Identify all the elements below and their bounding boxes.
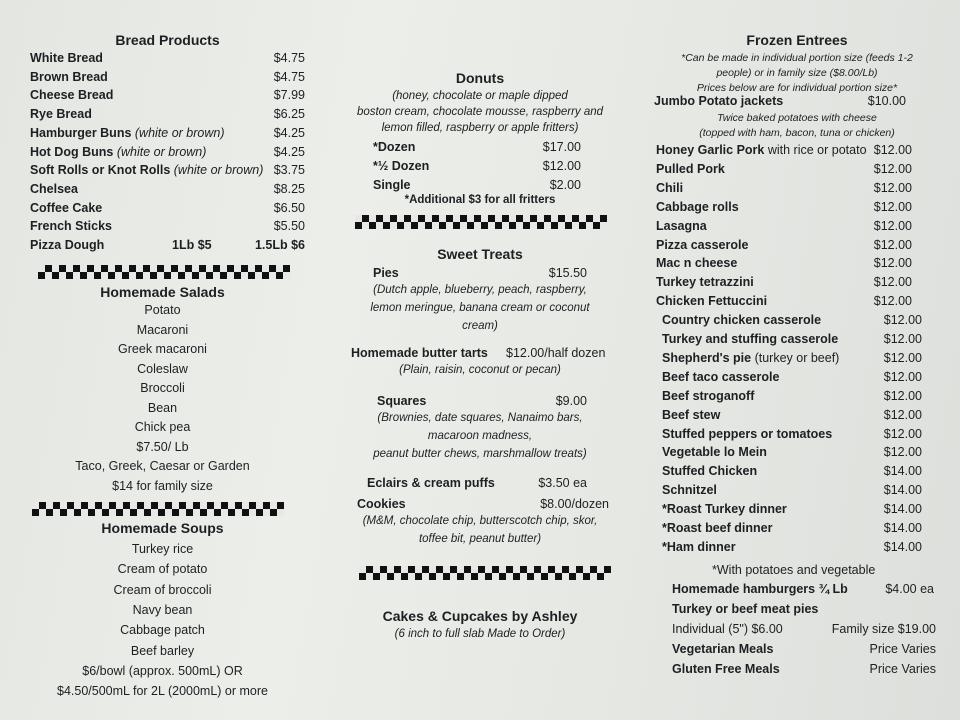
frozen-item-label: Lasagna <box>656 218 707 233</box>
frozen-item-price: $12.00 <box>873 237 912 252</box>
frozen-item-label: Mac n cheese <box>656 256 738 271</box>
bread-item-label: Brown Bread <box>30 69 108 84</box>
cakes-title: Cakes & Cupcakes by Ashley <box>382 608 578 624</box>
frozen-item-price: $12.00 <box>883 332 922 346</box>
frozen-item-price: $14.00 <box>883 539 922 554</box>
hamburgers-price: $4.00 ea <box>885 582 934 596</box>
pizza-dough-name: Pizza Dough <box>30 238 105 252</box>
meatpies-individual: Individual (5") $6.00 <box>672 622 783 636</box>
frozen-item-label: Beef taco casserole <box>662 369 780 384</box>
soup-item: Beef barley <box>130 643 195 658</box>
eclairs-name: Eclairs & cream puffs <box>367 476 495 490</box>
frozen-item-price: $12.00 <box>873 218 912 233</box>
checker-divider <box>359 566 611 580</box>
frozen-item-price: $12.00 <box>883 407 922 422</box>
bread-item-price: $8.25 <box>273 181 305 196</box>
bread-item-note: (white or brown) <box>173 163 264 178</box>
vegetarian-price: Price Varies <box>869 642 936 656</box>
frozen-item-name <box>656 294 767 308</box>
soup-item: Cream of potato <box>117 562 208 577</box>
frozen-item-label: Vegetable lo Mein <box>662 445 767 460</box>
bread-item-label: Coffee Cake <box>30 200 103 215</box>
bread-item-name <box>30 219 112 233</box>
soup-item: $4.50/500mL for 2L (2000mL) or more <box>57 684 268 699</box>
with-note: *With potatoes and vegetable <box>712 563 876 577</box>
salad-item: $7.50/ Lb <box>136 439 189 454</box>
bread-item-note: (white or brown) <box>134 125 225 140</box>
frozen-item-label: *Ham dinner <box>662 539 736 554</box>
frozen-item-price: $12.00 <box>883 350 922 365</box>
bread-item-price: $4.75 <box>273 51 305 65</box>
hamburgers-name: Homemade hamburgers ¾ Lb <box>672 582 848 596</box>
donut-price-value: $2.00 <box>549 178 581 192</box>
jumbo-name: Jumbo Potato jackets <box>654 94 784 108</box>
frozen-item-name <box>656 200 739 214</box>
cookies-desc-2: toffee bit, peanut butter) <box>418 533 542 545</box>
bread-item-price: $3.75 <box>273 163 305 178</box>
frozen-item-label: Honey Garlic Pork <box>656 143 765 157</box>
frozen-item-name <box>656 143 867 157</box>
jumbo-price: $10.00 <box>867 94 906 108</box>
bread-item-name <box>30 107 92 121</box>
soups-title: Homemade Soups <box>101 520 224 536</box>
frozen-item-label: Schnitzel <box>662 483 717 498</box>
frozen-item-name <box>662 370 779 384</box>
bread-item-name <box>30 145 206 159</box>
bread-item-label: Rye Bread <box>30 107 92 122</box>
squares-desc-2: macaroon madness, <box>427 430 533 442</box>
jumbo-desc-2: (topped with ham, bacon, tuna or chicken) <box>699 127 895 139</box>
frozen-item-price: $12.00 <box>883 445 922 460</box>
jumbo-desc-1: Twice baked potatoes with cheese <box>717 112 877 124</box>
squares-desc-3: peanut butter chews, marshmallow treats) <box>373 448 587 460</box>
frozen-item-label: Stuffed peppers or tomatoes <box>662 426 833 441</box>
pies-desc-2: lemon meringue, banana cream or coconut <box>370 302 590 314</box>
pizza-dough-large: 1.5Lb $6 <box>254 238 305 252</box>
frozen-item-name <box>656 219 707 233</box>
frozen-item-label: Pizza casserole <box>656 237 749 252</box>
frozen-item-label: Beef stew <box>662 407 721 422</box>
bread-item-label: Hot Dog Buns <box>30 144 114 159</box>
frozen-item-price: $12.00 <box>883 369 922 384</box>
frozen-item-price: $12.00 <box>883 426 922 441</box>
soup-item: Cabbage patch <box>120 623 205 638</box>
bread-item-price: $4.25 <box>273 125 305 140</box>
frozen-item-name <box>656 238 748 252</box>
bread-item-label: Soft Rolls or Knot Rolls <box>30 163 171 178</box>
soup-item: Turkey rice <box>131 542 194 556</box>
donuts-desc-1: (honey, chocolate or maple dipped <box>392 90 568 102</box>
bread-item-name <box>30 70 108 84</box>
frozen-item-name <box>656 275 754 289</box>
salad-item: Chick pea <box>134 420 191 434</box>
bread-item-price: $7.99 <box>273 88 305 103</box>
cookies-name: Cookies <box>357 497 406 511</box>
frozen-item-name <box>662 464 757 478</box>
frozen-item-price: $12.00 <box>873 143 912 157</box>
frozen-title: Frozen Entrees <box>746 32 848 48</box>
bread-item-name <box>30 201 102 215</box>
frozen-item-price: $12.00 <box>873 180 912 195</box>
bread-title: Bread Products <box>115 32 220 48</box>
meatpies-name: Turkey or beef meat pies <box>672 602 819 616</box>
bread-item-label: Cheese Bread <box>30 88 114 103</box>
frozen-item-label: Chicken Fettuccini <box>656 294 768 309</box>
frozen-item-price: $12.00 <box>873 199 912 214</box>
frozen-item-name <box>662 540 736 554</box>
eclairs-price: $3.50 ea <box>538 476 587 490</box>
bread-item-label: Hamburger Buns <box>30 125 132 140</box>
soup-item: Navy bean <box>132 602 193 617</box>
frozen-item-label: Pulled Pork <box>656 161 725 176</box>
frozen-item-name <box>656 162 725 176</box>
glutenfree-price: Price Varies <box>869 662 936 676</box>
frozen-item-name <box>662 408 720 422</box>
frozen-item-price: $14.00 <box>883 483 922 498</box>
cookies-price: $8.00/dozen <box>540 497 609 511</box>
squares-name: Squares <box>377 394 427 408</box>
pies-price: $15.50 <box>548 266 587 280</box>
frozen-item-label: Stuffed Chicken <box>662 464 758 479</box>
pies-desc-3: cream) <box>462 320 498 332</box>
frozen-note-1: *Can be made in individual portion size (feeds 1-2 <box>681 52 913 64</box>
donut-price-name: Single <box>373 178 411 192</box>
bread-item-name <box>30 163 263 177</box>
donuts-desc-3: lemon filled, raspberry or apple fritters) <box>381 122 579 134</box>
bread-item-price: $6.50 <box>273 200 305 215</box>
frozen-item-price: $12.00 <box>873 256 912 271</box>
frozen-item-price: $14.00 <box>883 521 922 535</box>
squares-price: $9.00 <box>555 394 587 408</box>
frozen-item-label: Chili <box>656 180 684 195</box>
glutenfree-name: Gluten Free Meals <box>672 662 780 676</box>
frozen-item-name <box>662 502 787 516</box>
tarts-desc: (Plain, raisin, coconut or pecan) <box>399 364 561 376</box>
meatpies-family: Family size $19.00 <box>831 622 936 636</box>
salads-title: Homemade Salads <box>100 284 225 300</box>
salad-item: Broccoli <box>140 381 185 395</box>
salad-item: Greek macaroni <box>118 342 207 356</box>
donut-price-name: *Dozen <box>373 140 416 154</box>
frozen-item-name <box>662 351 839 365</box>
treats-title: Sweet Treats <box>437 246 523 262</box>
salad-item: Coleslaw <box>137 361 188 376</box>
frozen-item-label: Cabbage rolls <box>656 199 739 214</box>
frozen-item-price: $12.00 <box>883 313 922 328</box>
donuts-note: *Additional $3 for all fritters <box>404 194 556 206</box>
frozen-item-name <box>656 256 737 270</box>
soup-item: Cream of broccoli <box>113 582 212 597</box>
salad-item: Potato <box>144 303 181 317</box>
bread-item-name <box>30 126 225 140</box>
vegetarian-name: Vegetarian Meals <box>672 642 774 656</box>
checker-divider <box>38 265 290 279</box>
bread-item-note: (white or brown) <box>116 144 207 159</box>
salad-item: Bean <box>147 400 178 415</box>
frozen-item-note: (turkey or beef) <box>754 350 840 365</box>
pies-name: Pies <box>373 266 399 280</box>
frozen-item-price: $12.00 <box>873 161 912 176</box>
frozen-item-price: $12.00 <box>883 388 922 403</box>
soup-item: $6/bowl (approx. 500mL) OR <box>82 663 243 678</box>
bread-item-name <box>30 51 103 65</box>
donuts-desc-2: boston cream, chocolate mousse, raspberry and <box>356 106 604 118</box>
frozen-item-label: *Roast Turkey dinner <box>662 502 787 517</box>
frozen-item-name <box>662 332 838 346</box>
frozen-item-label: Turkey and stuffing casserole <box>662 332 839 346</box>
checker-divider <box>32 502 284 516</box>
frozen-item-label: Country chicken casserole <box>662 313 822 328</box>
bread-item-label: White Bread <box>30 51 103 65</box>
frozen-item-name <box>662 389 754 403</box>
frozen-item-label: Shepherd's pie <box>662 350 752 365</box>
pies-desc-1: (Dutch apple, blueberry, peach, raspberry, <box>373 284 587 296</box>
bread-item-price: $4.25 <box>273 144 305 159</box>
bread-item-label: Chelsea <box>30 181 78 196</box>
tarts-name: Homemade butter tarts <box>351 346 488 360</box>
cakes-desc: (6 inch to full slab Made to Order) <box>394 628 566 640</box>
frozen-item-price: $12.00 <box>873 294 912 309</box>
donut-price-value: $12.00 <box>542 159 581 173</box>
frozen-item-name <box>662 313 821 327</box>
frozen-item-name <box>662 427 832 441</box>
frozen-item-price: $14.00 <box>883 464 922 479</box>
bread-item-price: $6.25 <box>273 107 305 122</box>
frozen-item-name <box>662 521 772 535</box>
bread-item-name <box>30 182 78 196</box>
squares-desc-1: (Brownies, date squares, Nanaimo bars, <box>377 412 583 424</box>
frozen-note-3: Prices below are for individual portion size* <box>696 82 898 94</box>
frozen-note-2: people) or in family size ($8.00/Lb) <box>716 67 878 79</box>
cookies-desc-1: (M&M, chocolate chip, butterscotch chip, skor, <box>362 515 598 527</box>
salad-item: Taco, Greek, Caesar or Garden <box>75 459 250 473</box>
bread-item-label: French Sticks <box>30 219 112 234</box>
checker-divider <box>355 215 607 229</box>
frozen-item-price: $14.00 <box>883 502 922 517</box>
donuts-title: Donuts <box>455 70 505 86</box>
donut-price-value: $17.00 <box>542 140 581 154</box>
bread-item-price: $4.75 <box>273 69 305 84</box>
salad-item: $14 for family size <box>112 478 213 493</box>
frozen-item-label: Beef stroganoff <box>662 388 755 403</box>
frozen-item-name <box>662 483 717 497</box>
frozen-item-label: *Roast beef dinner <box>662 521 773 535</box>
frozen-item-name <box>662 445 767 459</box>
frozen-item-note: with rice or potato <box>767 143 867 157</box>
bread-item-price: $5.50 <box>273 219 305 234</box>
tarts-price: $12.00/half dozen <box>506 346 606 360</box>
frozen-item-price: $12.00 <box>873 275 912 290</box>
frozen-item-label: Turkey tetrazzini <box>656 275 754 290</box>
donut-price-name: *½ Dozen <box>373 159 430 173</box>
pizza-dough-small: 1Lb $5 <box>172 238 212 252</box>
salad-item: Macaroni <box>136 322 189 337</box>
bread-item-name <box>30 88 113 102</box>
frozen-item-name <box>656 181 683 195</box>
